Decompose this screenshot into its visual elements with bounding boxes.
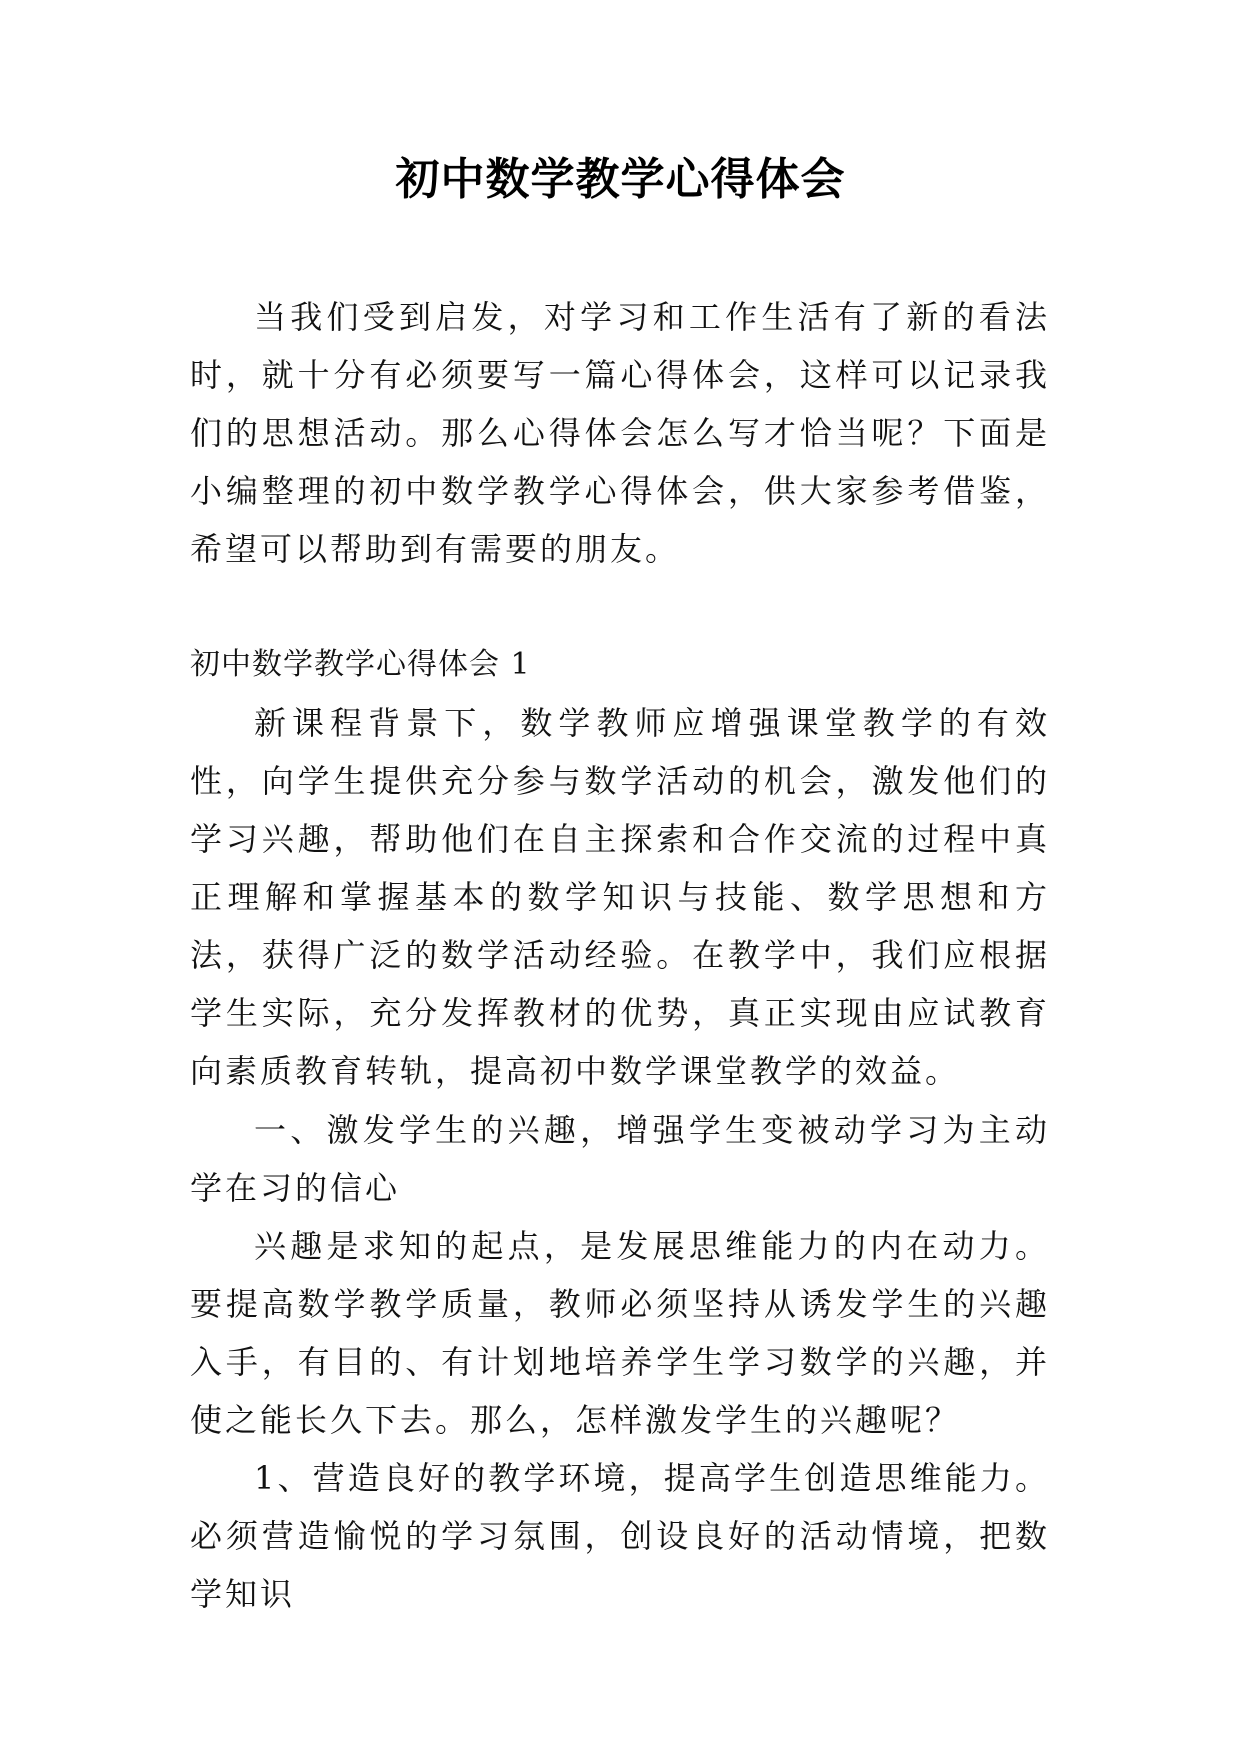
body-paragraph-1: 新课程背景下，数学教师应增强课堂教学的有效性，向学生提供充分参与数学活动的机会，激发他们的学习兴趣，帮助他们在自主探索和合作交流的过程中真正理解和掌握基本的数学知识与技能、数学思想和方法，获得广泛的数学活动经验。在教学中，我们应根据学生实际，充分发挥教材的优势，真正实现由应试教育向素质教育转轨，提高初中数学课堂教学的效益。 <box>190 704 1050 1090</box>
body-paragraph-2: 兴趣是求知的起点，是发展思维能力的内在动力。要提高数学教学质量，教师必须坚持从诱发学生的兴趣入手，有目的、有计划地培养学生学习数学的兴趣，并使之能长久下去。那么，怎样激发学生的兴趣呢？ <box>190 1227 1050 1439</box>
body-paragraph-3: 1、营造良好的教学环境，提高学生创造思维能力。必须营造愉悦的学习氛围，创设良好的活动情境，把数学知识 <box>190 1459 1050 1613</box>
document-title: 初中数学教学心得体会 <box>395 154 846 205</box>
intro-paragraph: 当我们受到启发，对学习和工作生活有了新的看法时，就十分有必须要写一篇心得体会，这样可以记录我们的思想活动。那么心得体会怎么写才恰当呢？下面是小编整理的初中数学教学心得体会，供大家参考借鉴，希望可以帮助到有需要的朋友。 <box>190 298 1050 568</box>
section-heading: 初中数学教学心得体会 1 <box>190 647 531 682</box>
subheading-paragraph: 一、激发学生的兴趣，增强学生变被动学习为主动学在习的信心 <box>190 1111 1050 1207</box>
